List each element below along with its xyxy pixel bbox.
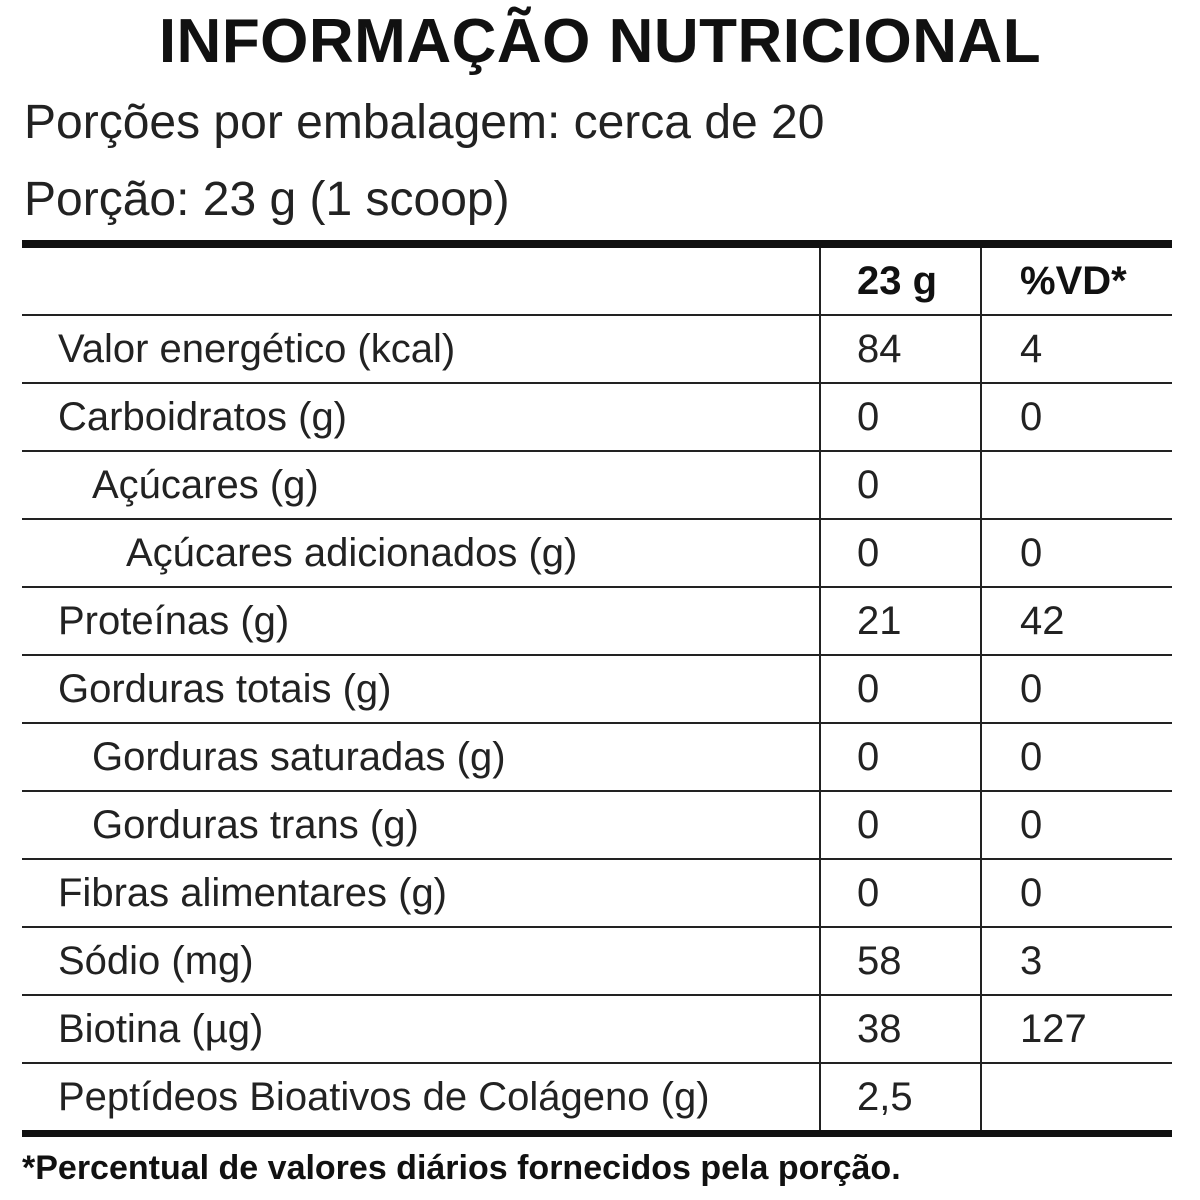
table-row <box>22 450 1172 518</box>
nutrient-amount: 0 <box>819 792 980 858</box>
table-row <box>22 926 1172 994</box>
nutrition-table <box>22 240 1172 1137</box>
page-title: INFORMAÇÃO NUTRICIONAL <box>158 7 1042 76</box>
header-dv-cell: %VD* <box>980 248 1170 314</box>
nutrient-daily-value: 3 <box>980 928 1170 994</box>
nutrient-amount: 38 <box>819 996 980 1062</box>
serving-size: Porção: 23 g (1 scoop) <box>24 173 510 226</box>
nutrient-daily-value: 0 <box>980 656 1170 722</box>
table-row <box>22 790 1172 858</box>
nutrient-daily-value: 127 <box>980 996 1170 1062</box>
nutrient-amount: 0 <box>819 656 980 722</box>
nutrient-name: Sódio (mg) <box>58 938 254 983</box>
nutrient-name: Gorduras saturadas (g) <box>92 734 506 779</box>
table-row <box>22 858 1172 926</box>
table-row <box>22 994 1172 1062</box>
nutrient-daily-value: 0 <box>980 384 1170 450</box>
table-row <box>22 382 1172 450</box>
nutrient-name: Fibras alimentares (g) <box>58 870 448 915</box>
nutrient-amount: 58 <box>819 928 980 994</box>
nutrient-name: Carboidratos (g) <box>58 394 348 439</box>
nutrient-daily-value <box>980 452 1170 518</box>
nutrient-daily-value: 0 <box>980 860 1170 926</box>
nutrient-amount: 84 <box>819 316 980 382</box>
header-amount-cell: 23 g <box>819 248 980 314</box>
table-row <box>22 654 1172 722</box>
header-name-cell <box>22 248 819 314</box>
nutrient-name: Peptídeos Bioativos de Colágeno (g) <box>58 1074 710 1119</box>
nutrient-daily-value: 0 <box>980 520 1170 586</box>
nutrient-amount: 0 <box>819 520 980 586</box>
nutrient-amount: 0 <box>819 860 980 926</box>
nutrient-name: Proteínas (g) <box>58 598 290 643</box>
nutrient-daily-value: 0 <box>980 792 1170 858</box>
nutrient-amount: 0 <box>819 384 980 450</box>
nutrient-amount: 0 <box>819 724 980 790</box>
nutrient-daily-value: 4 <box>980 316 1170 382</box>
table-header-row <box>22 248 1172 314</box>
servings-per-package: Porções por embalagem: cerca de 20 <box>24 96 825 149</box>
nutrient-name: Valor energético (kcal) <box>58 326 456 371</box>
nutrient-daily-value: 0 <box>980 724 1170 790</box>
nutrient-name: Biotina (µg) <box>58 1006 264 1051</box>
nutrient-amount: 21 <box>819 588 980 654</box>
table-row <box>22 314 1172 382</box>
nutrient-name: Gorduras totais (g) <box>58 666 392 711</box>
table-body <box>22 314 1172 1130</box>
nutrient-name: Gorduras trans (g) <box>92 802 419 847</box>
nutrient-daily-value: 42 <box>980 588 1170 654</box>
table-row <box>22 518 1172 586</box>
table-row <box>22 1062 1172 1130</box>
nutrient-daily-value <box>980 1064 1170 1130</box>
table-row <box>22 722 1172 790</box>
footnote: *Percentual de valores diários fornecidos pela porção. <box>22 1149 901 1187</box>
nutrient-name: Açúcares adicionados (g) <box>126 530 578 575</box>
table-row <box>22 586 1172 654</box>
nutrient-amount: 0 <box>819 452 980 518</box>
nutrient-amount: 2,5 <box>819 1064 980 1130</box>
nutrient-name: Açúcares (g) <box>92 462 319 507</box>
